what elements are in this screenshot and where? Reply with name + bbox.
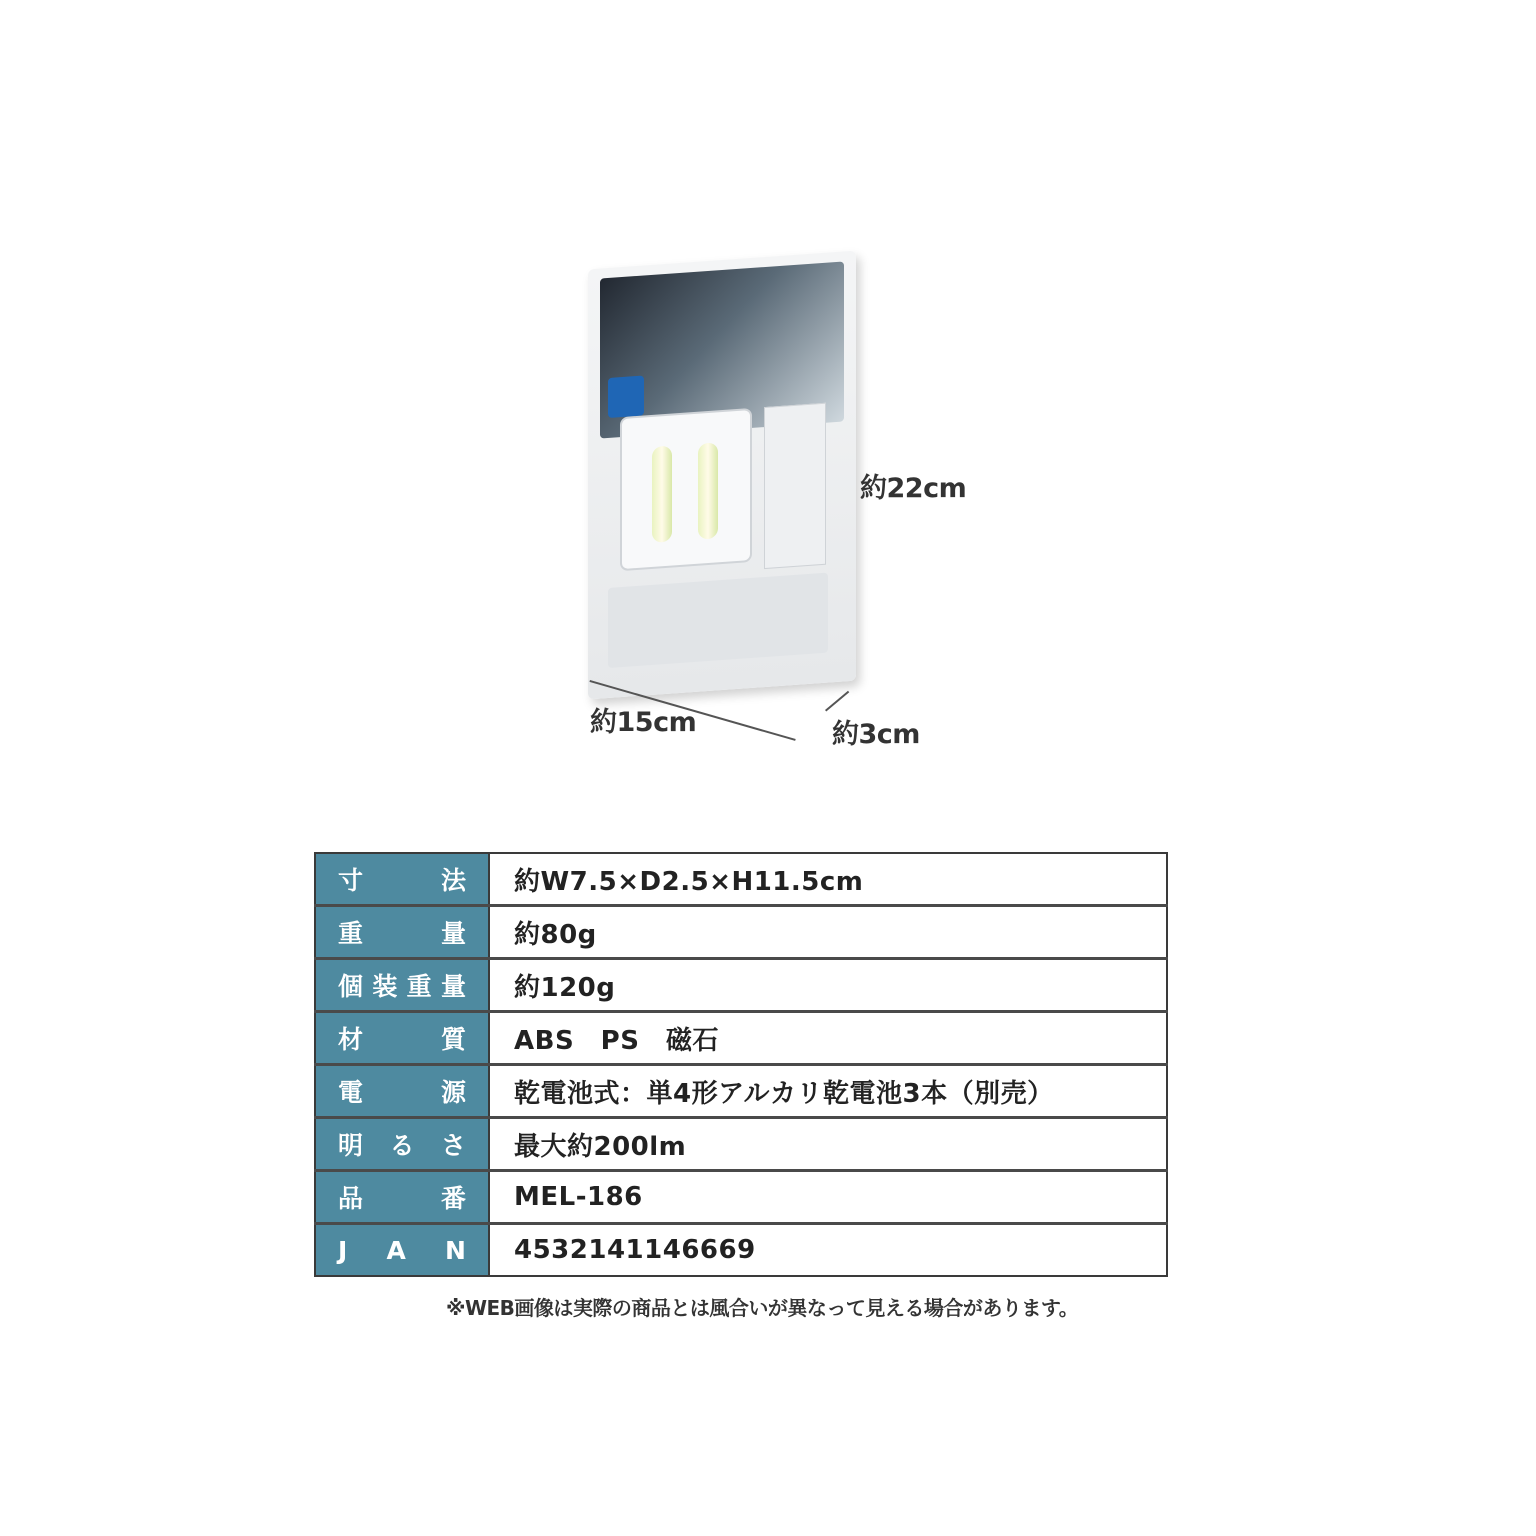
spec-label-chars — [316, 1020, 488, 1056]
spec-label-char: 重 — [338, 919, 364, 948]
spec-label-chars — [316, 914, 488, 950]
spec-label-char: る — [389, 1131, 415, 1160]
spec-table — [314, 852, 1168, 1277]
spec-label — [315, 1065, 489, 1118]
spec-label-char: 装 — [372, 972, 398, 1001]
spec-row — [315, 906, 1167, 959]
spec-label-char: 重 — [406, 972, 432, 1001]
spec-label-char: 法 — [440, 866, 466, 895]
spec-row — [315, 1065, 1167, 1118]
led-bar-right — [698, 442, 718, 539]
led-light-unit — [620, 408, 752, 571]
spec-label-char: 量 — [440, 972, 466, 1001]
dimension-width-label: 約15cm — [590, 707, 697, 738]
spec-row — [315, 959, 1167, 1012]
spec-label-chars — [316, 1236, 488, 1265]
spec-label — [315, 853, 489, 906]
depth-dimension-line — [825, 691, 849, 712]
spec-value: ABS PS 磁石 — [489, 1012, 1167, 1065]
dimension-height-label: 約22cm — [860, 473, 967, 504]
spec-label-chars — [316, 1073, 488, 1109]
spec-label — [315, 959, 489, 1012]
spec-label — [315, 1012, 489, 1065]
spec-label — [315, 1118, 489, 1171]
spec-label-char: 番 — [440, 1184, 466, 1213]
spec-label-char: N — [445, 1235, 466, 1265]
spec-label-char: 量 — [440, 919, 466, 948]
spec-row — [315, 1171, 1167, 1224]
spec-label-char: 源 — [440, 1078, 466, 1107]
package-side-panel — [764, 403, 826, 569]
spec-label-char: 質 — [440, 1025, 466, 1054]
spec-value: MEL-186 — [489, 1171, 1167, 1224]
dimension-depth-label: 約3cm — [832, 719, 920, 750]
spec-label-char: 電 — [338, 1078, 364, 1107]
spec-value: 約80g — [489, 906, 1167, 959]
spec-label-chars — [316, 967, 488, 1003]
spec-label-char: J — [338, 1235, 348, 1265]
spec-table-body — [315, 853, 1167, 1276]
spec-label-char: 品 — [338, 1184, 364, 1213]
spec-row — [315, 853, 1167, 906]
spec-label — [315, 906, 489, 959]
spec-value: 約W7.5×D2.5×H11.5cm — [489, 853, 1167, 906]
spec-label-chars — [316, 1179, 488, 1215]
package-bottom-panel — [608, 573, 828, 668]
spec-value: 約120g — [489, 959, 1167, 1012]
spec-label-chars — [316, 1126, 488, 1162]
product-image — [560, 240, 980, 760]
spec-value: 乾電池式：単4形アルカリ乾電池3本（別売） — [489, 1065, 1167, 1118]
spec-label-char: A — [386, 1235, 406, 1265]
spec-label-char: 個 — [338, 972, 364, 1001]
spec-label-char: 寸 — [338, 866, 364, 895]
footnote: ※WEB画像は実際の商品とは風合いが異なって見える場合があります。 — [446, 1296, 1079, 1320]
spec-row — [315, 1224, 1167, 1277]
spec-label — [315, 1224, 489, 1277]
spec-label-chars — [316, 861, 488, 897]
spec-value: 最大約200lm — [489, 1118, 1167, 1171]
product-package — [588, 251, 856, 700]
spec-row — [315, 1012, 1167, 1065]
spec-value: 4532141146669 — [489, 1224, 1167, 1277]
spec-label — [315, 1171, 489, 1224]
led-bar-left — [652, 445, 672, 542]
spec-row — [315, 1118, 1167, 1171]
spec-label-char: 明 — [338, 1131, 364, 1160]
spec-label-char: 材 — [338, 1025, 364, 1054]
package-badge — [608, 375, 644, 418]
spec-label-char: さ — [440, 1131, 466, 1160]
